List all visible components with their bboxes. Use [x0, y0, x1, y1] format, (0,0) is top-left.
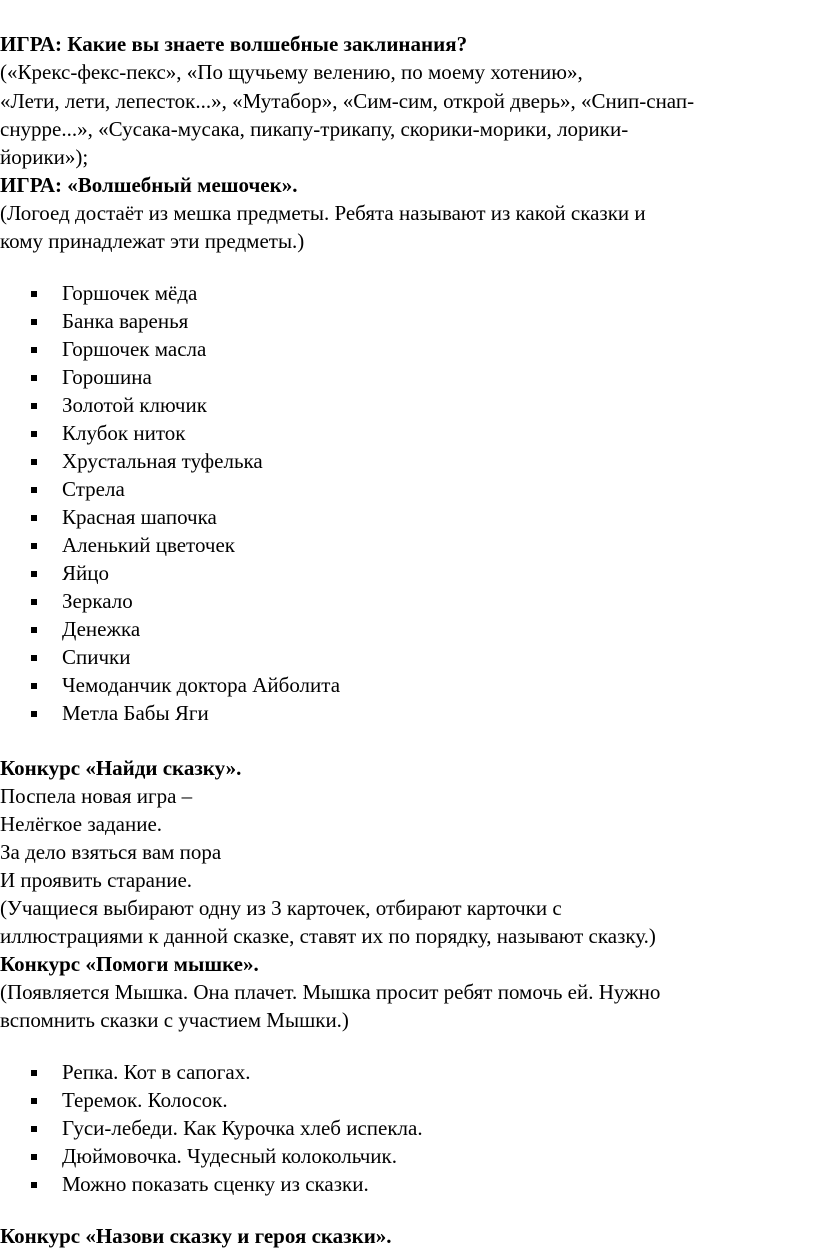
text-line: кому принадлежат эти предметы.)	[0, 229, 305, 253]
text-line: снурре...», «Сусака-мусака, пикапу-трикапу, скорики-морики, лорики-	[0, 117, 629, 141]
bullet-icon	[31, 1126, 37, 1132]
text-line: йорики»);	[0, 145, 89, 169]
bullet-icon	[31, 319, 37, 325]
text-line: (Появляется Мышка. Она плачет. Мышка просит ребят помочь ей. Нужно	[0, 980, 661, 1004]
bullet-icon	[31, 347, 37, 353]
bullet-icon	[31, 1098, 37, 1104]
heading-name-tale-hero-contest: Конкурс «Назови сказку и героя сказки».	[0, 1224, 392, 1248]
text-line: иллюстрациями к данной сказке, ставят их по порядку, называют сказку.)	[0, 924, 656, 948]
bullet-icon	[31, 487, 37, 493]
text-line: (Логоед достаёт из мешка предметы. Ребята называют из какой сказки и	[0, 201, 646, 225]
heading-magic-bag-game: ИГРА: «Волшебный мешочек».	[0, 173, 298, 197]
text-line: (Учащиеся выбирают одну из 3 карточек, отбирают карточки с	[0, 896, 562, 920]
text-line: Поспела новая игра –	[0, 784, 193, 808]
bullet-icon	[31, 515, 37, 521]
text-line: «Лети, лети, лепесток...», «Мутабор», «Сим-сим, открой дверь», «Снип-снап-	[0, 89, 695, 113]
bullet-icon	[31, 683, 37, 689]
bullet-icon	[31, 655, 37, 661]
text-line: И проявить старание.	[0, 868, 193, 892]
bullet-icon	[31, 459, 37, 465]
heading-spells-game: ИГРА: Какие вы знаете волшебные заклинания?	[0, 32, 468, 56]
bullet-icon	[31, 1154, 37, 1160]
bullet-icon	[31, 711, 37, 717]
bullet-icon	[31, 599, 37, 605]
bullet-icon	[31, 1070, 37, 1076]
bullet-icon	[31, 403, 37, 409]
text-line: Нелёгкое задание.	[0, 812, 163, 836]
text-line: вспомнить сказки с участием Мышки.)	[0, 1008, 349, 1032]
bullet-icon	[31, 1182, 37, 1188]
heading-help-mouse-contest: Конкурс «Помоги мышке».	[0, 952, 259, 976]
heading-find-tale-contest: Конкурс «Найди сказку».	[0, 756, 242, 780]
text-line: За дело взяться вам пора	[0, 840, 222, 864]
bullet-icon	[31, 543, 37, 549]
bullet-icon	[31, 627, 37, 633]
bullet-icon	[31, 375, 37, 381]
bullet-icon	[31, 291, 37, 297]
bullet-icon	[31, 431, 37, 437]
bullet-icon	[31, 571, 37, 577]
text-line: («Крекс-фекс-пекс», «По щучьему велению, по моему хотению»,	[0, 60, 583, 84]
